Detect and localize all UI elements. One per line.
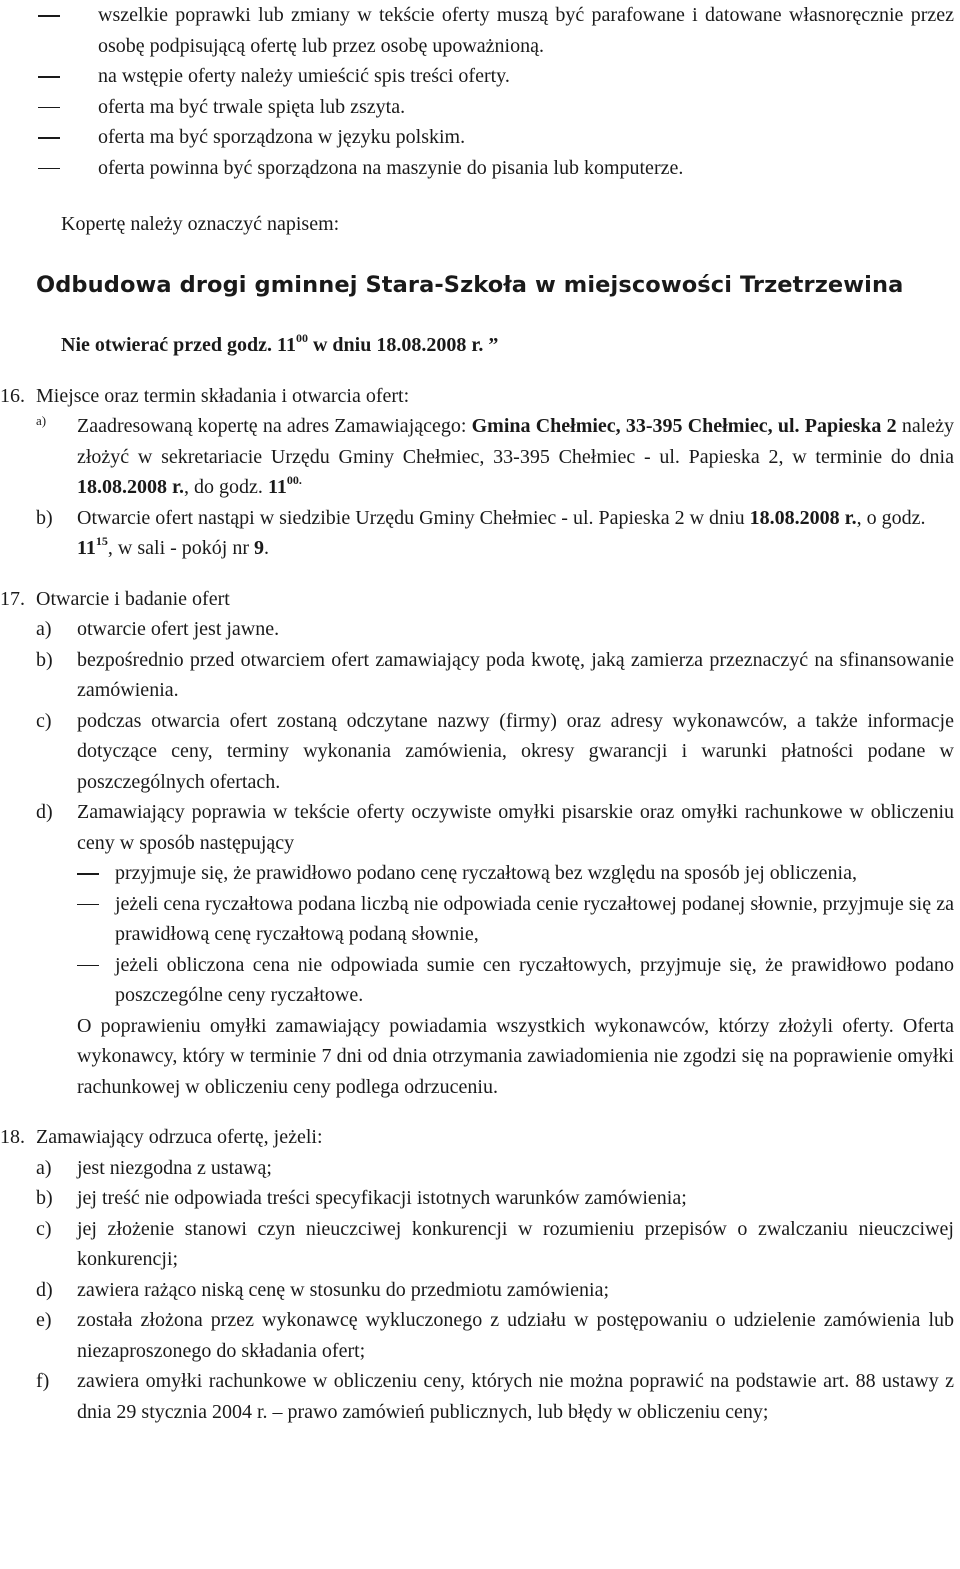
dash-marker: [38, 122, 88, 139]
do-not-open-notice: [61, 330, 960, 361]
text-span: , do godz.: [184, 476, 268, 498]
list-item-text: oferta powinna być sporządzona na maszynie do pisania lub komputerze.: [98, 156, 684, 179]
item-text: jest niezgodna z ustawą;: [77, 1156, 272, 1179]
list-item-text: oferta ma być sporządzona w języku polskim.: [98, 126, 466, 148]
text-sup: 15: [95, 534, 108, 548]
section-number: 18.: [0, 1126, 25, 1148]
item-text: podczas otwarcia ofert zostaną odczytane nazwy (firmy) oraz adresy wykonawców, a także informacje dotyczące ceny, terminy wykonania zamówienia, okresy gwarancji i warunki płatności podane w poszczególnych ofertach.: [77, 709, 954, 793]
list-item: [0, 645, 960, 706]
item-text: jej treść nie odpowiada treści specyfikacji istotnych warunków zamówienia;: [77, 1187, 687, 1209]
section-number: 17.: [0, 587, 25, 610]
item-label: d): [36, 1278, 53, 1301]
item-text: Zamawiający poprawia w tekście oferty oczywiste omyłki pisarskie oraz omyłki rachunkowe w obliczeniu ceny w sposób następujący: [77, 801, 954, 854]
list-item: [0, 503, 960, 564]
dash-marker: [38, 92, 88, 109]
item-label: f): [36, 1370, 50, 1392]
item-label: a): [36, 1156, 52, 1179]
section-18: [0, 1122, 960, 1427]
sub-item-text: jeżeli cena ryczałtowa podana liczbą nie odpowiada cenie ryczałtowej podanej słownie, przyjmuje się za prawidłową cenę ryczałtową podaną słownie,: [115, 892, 954, 945]
item-label: b): [36, 648, 53, 671]
item-text: otwarcie ofert jest jawne.: [77, 618, 280, 640]
item-text: została złożona przez wykonawcę wykluczonego z udziału w postępowaniu o udzielenie zamówienia lub niezaproszonego do składania ofert;: [77, 1309, 954, 1362]
list-item-text: na wstępie oferty należy umieścić spis treści oferty.: [98, 65, 510, 87]
text-span: Zaadresowaną kopertę na adres Zamawiającego:: [77, 415, 472, 437]
notice-sup: 00: [295, 331, 308, 345]
list-item: [0, 1366, 960, 1427]
list-item: [0, 153, 960, 184]
item-label: a): [36, 413, 47, 428]
dash-marker: [38, 0, 88, 17]
text-bold: Papieska 2: [799, 415, 897, 437]
item-label: b): [36, 1187, 53, 1209]
item-label: a): [36, 618, 52, 640]
section-title: Otwarcie i badanie ofert: [36, 587, 230, 610]
text-span: , o godz.: [856, 506, 926, 529]
item-label: b): [36, 506, 53, 529]
section-title: Miejsce oraz termin składania i otwarcia ofert:: [36, 384, 410, 407]
text-span: , w sali - pokój nr: [107, 537, 254, 559]
list-item: [0, 61, 960, 92]
list-item: [0, 706, 960, 798]
text-span: Otwarcie ofert nastąpi w siedzibie Urzędu Gminy Chełmiec - ul. Papieska 2 w dniu: [77, 506, 750, 529]
sub-item-text: przyjmuje się, że prawidłowo podano cenę ryczałtową bez względu na sposób jej obliczenia,: [115, 862, 857, 884]
item-text: zawiera rażąco niską cenę w stosunku do przedmiotu zamówienia;: [77, 1278, 610, 1301]
list-item: [0, 1214, 960, 1275]
dash-marker: [38, 61, 88, 78]
dash-marker: [77, 858, 99, 875]
item-text: jej złożenie stanowi czyn nieuczciwej konkurencji w rozumieniu przepisów o zwalczaniu nieuczciwej konkurencji;: [77, 1217, 954, 1270]
correction-note: O poprawieniu omyłki zamawiający powiadamia wszystkich wykonawców, którzy złożyli oferty. Oferta wykonawcy, który w terminie 7 dni od dnia otrzymania zawiadomienia nie zgodzi się na poprawienie omyłki rachunkowej w obliczeniu ceny podlega odrzuceniu.: [77, 1014, 954, 1098]
text-bold: 18.08.2008 r.: [77, 476, 185, 498]
text-bold: 18.08.2008 r.: [749, 506, 857, 529]
notice-text: Nie otwierać przed godz. 11: [61, 334, 296, 356]
list-item-text: oferta ma być trwale spięta lub zszyta.: [98, 95, 406, 118]
sub-item: [0, 889, 960, 950]
section-number: 16.: [0, 384, 25, 407]
envelope-label: Kopertę należy oznaczyć napisem:: [61, 213, 340, 235]
list-item: [0, 122, 960, 153]
list-item: [0, 1153, 960, 1184]
item-text: [77, 503, 954, 564]
section-16: [0, 381, 960, 564]
notice-text-after: w dniu 18.08.2008 r. ”: [307, 334, 499, 356]
list-item: [0, 614, 960, 645]
text-span: należy złożyć w sekretariacie Urzędu Gminy Chełmiec, 33-395 Chełmiec - ul. Papieska 2, w terminie do dnia: [77, 415, 954, 468]
requirements-list: [0, 0, 960, 183]
text-span: .: [264, 537, 269, 559]
list-item: [0, 1183, 960, 1214]
item-label: d): [36, 801, 53, 823]
list-item: [0, 411, 960, 503]
item-text: bezpośrednio przed otwarciem ofert zamawiający poda kwotę, jaką zamierza przeznaczyć na sfinansowanie zamówienia.: [77, 648, 954, 701]
envelope-headline: Odbudowa drogi gminnej Stara-Szkoła w miejscowości Trzetrzewina: [36, 271, 904, 298]
text-sup: 00.: [286, 473, 302, 487]
dash-marker: [38, 153, 88, 170]
item-label: c): [36, 1217, 52, 1240]
sub-item-text: jeżeli obliczona cena nie odpowiada sumie cen ryczałtowych, przyjmuje się, że prawidłowo podano poszczególne ceny ryczałtowe.: [115, 953, 954, 1006]
text-bold: 9: [254, 537, 264, 559]
text-bold: 11: [267, 476, 287, 498]
item-label: c): [36, 709, 52, 732]
list-item: [0, 1305, 960, 1366]
dash-marker: [77, 889, 99, 906]
list-item-text: wszelkie poprawki lub zmiany w tekście oferty muszą być parafowane i datowane własnoręcznie przez osobę podpisującą ofertę lub przez osobę upoważnioną.: [98, 4, 954, 57]
text-bold: 11: [77, 537, 96, 559]
section-title: Zamawiający odrzuca ofertę, jeżeli:: [36, 1126, 323, 1148]
item-label: e): [36, 1309, 52, 1331]
list-item: [0, 0, 960, 61]
list-item: [0, 92, 960, 123]
section-17: [0, 584, 960, 1103]
text-bold: Gmina Chełmiec, 33-395 Chełmiec, ul.: [471, 415, 800, 437]
sub-item: [0, 950, 960, 1011]
dash-marker: [77, 950, 99, 967]
sub-item: [0, 858, 960, 889]
item-text: [77, 411, 954, 503]
list-item: [0, 1275, 960, 1306]
list-item: [0, 797, 960, 858]
item-text: zawiera omyłki rachunkowe w obliczeniu ceny, których nie można poprawić na podstawie art. 88 ustawy z dnia 29 stycznia 2004 r. – prawo zamówień publicznych, lub błędy w obliczeniu ceny;: [77, 1370, 954, 1423]
